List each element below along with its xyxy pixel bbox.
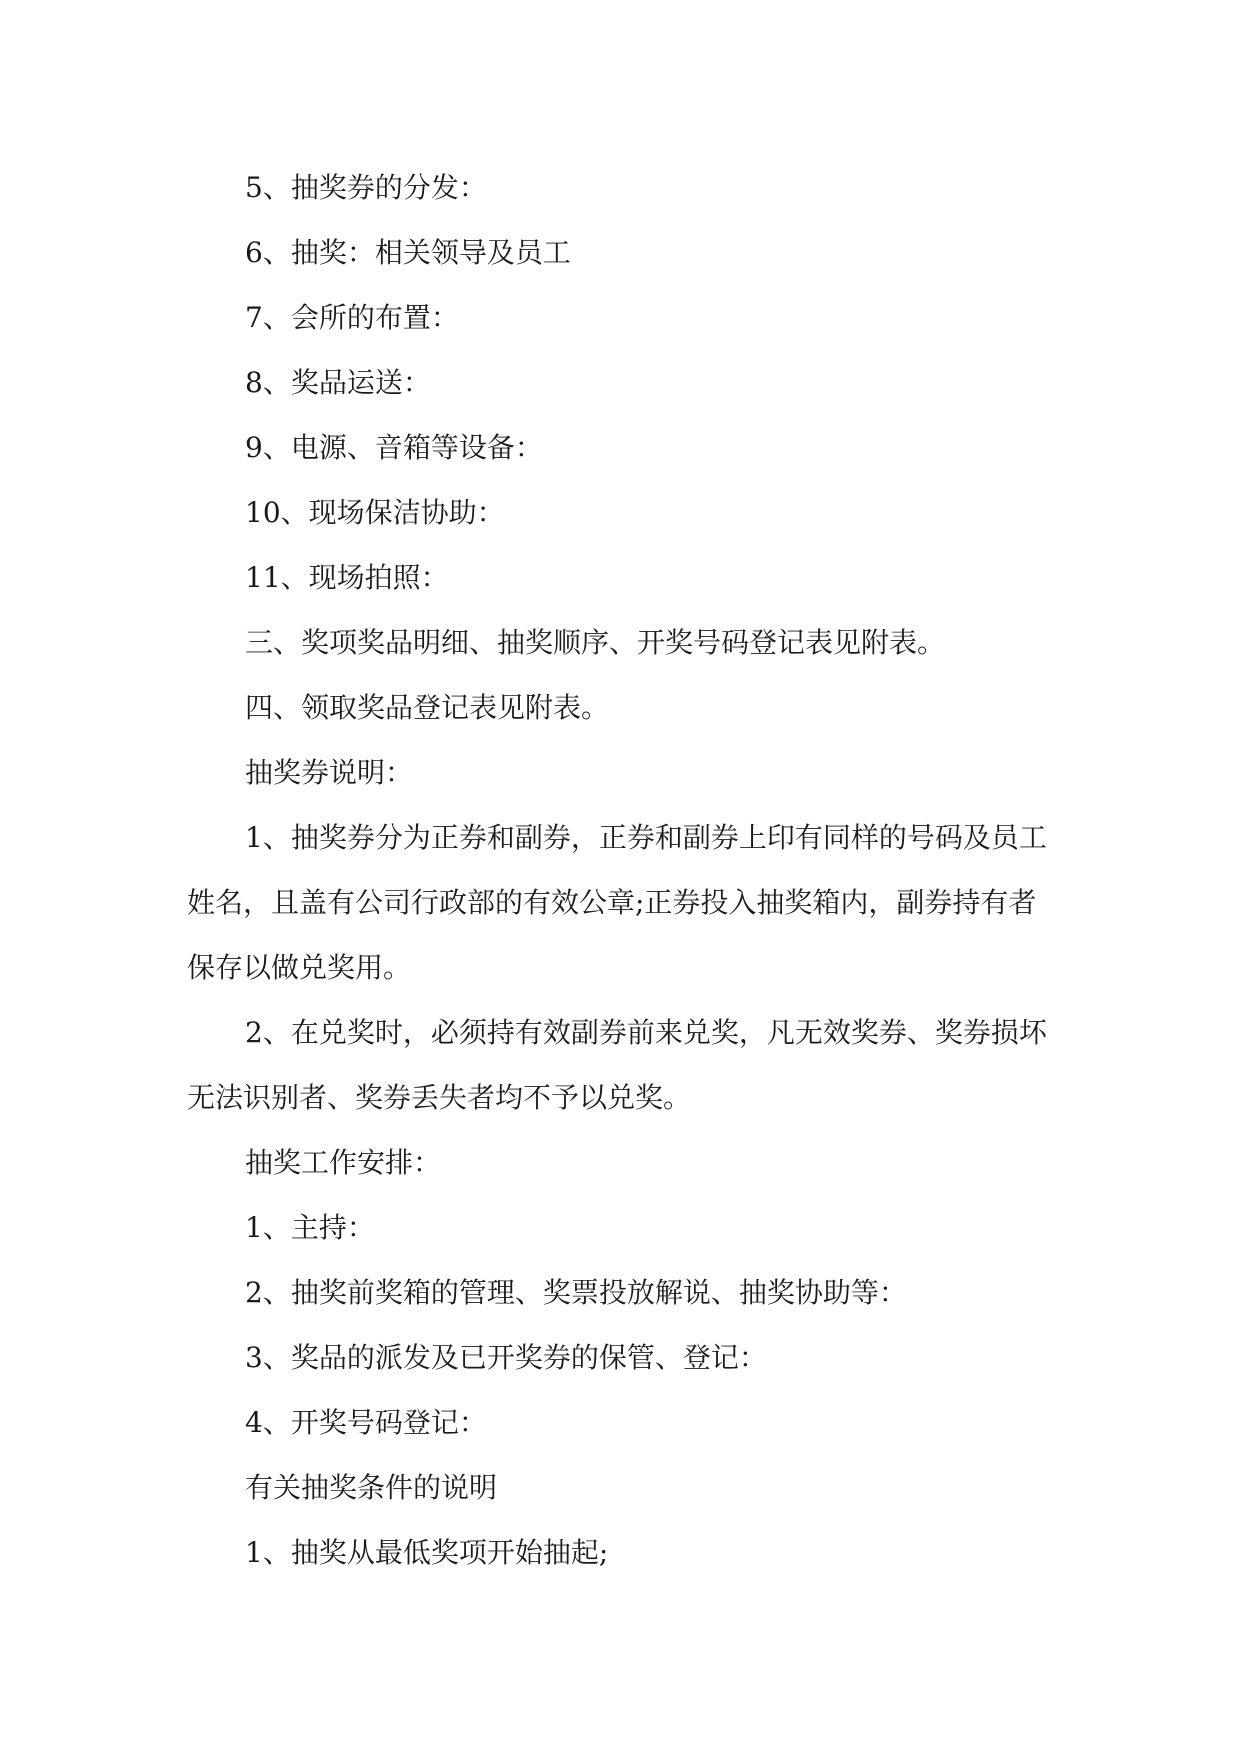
paragraph: 10、现场保洁协助： [245,496,505,529]
paragraph: 2、抽奖前奖箱的管理、奖票投放解说、抽奖协助等： [245,1276,907,1309]
paragraph: 4、开奖号码登记： [245,1406,487,1439]
paragraph: 2、在兑奖时，必须持有效副券前来兑奖，凡无效奖券、奖券损坏无法识别者、奖券丢失者均不予以兑奖。 [187,1016,1047,1114]
section-heading: 抽奖工作安排： [245,1146,442,1179]
section-heading: 抽奖券说明： [245,756,414,789]
paragraph: 1、抽奖券分为正券和副券，正券和副券上印有同样的号码及员工姓名，且盖有公司行政部的有效公章;正券投入抽奖箱内，副券持有者保存以做兑奖用。 [187,821,1047,984]
paragraph: 8、奖品运送： [245,366,431,399]
paragraph: 四、领取奖品登记表见附表。 [245,691,610,724]
paragraph: 5、抽奖券的分发： [245,171,487,204]
paragraph: 11、现场拍照： [245,561,449,594]
section-heading: 有关抽奖条件的说明 [245,1471,498,1504]
paragraph: 6、抽奖：相关领导及员工 [245,236,571,269]
paragraph: 1、抽奖从最低奖项开始抽起; [245,1536,609,1569]
paragraph: 9、电源、音箱等设备： [245,431,543,464]
paragraph: 7、会所的布置： [245,301,459,334]
paragraph: 1、主持： [245,1211,375,1244]
paragraph: 3、奖品的派发及已开奖券的保管、登记： [245,1341,767,1374]
document-body [187,155,1057,1585]
paragraph: 三、奖项奖品明细、抽奖顺序、开奖号码登记表见附表。 [245,626,946,659]
